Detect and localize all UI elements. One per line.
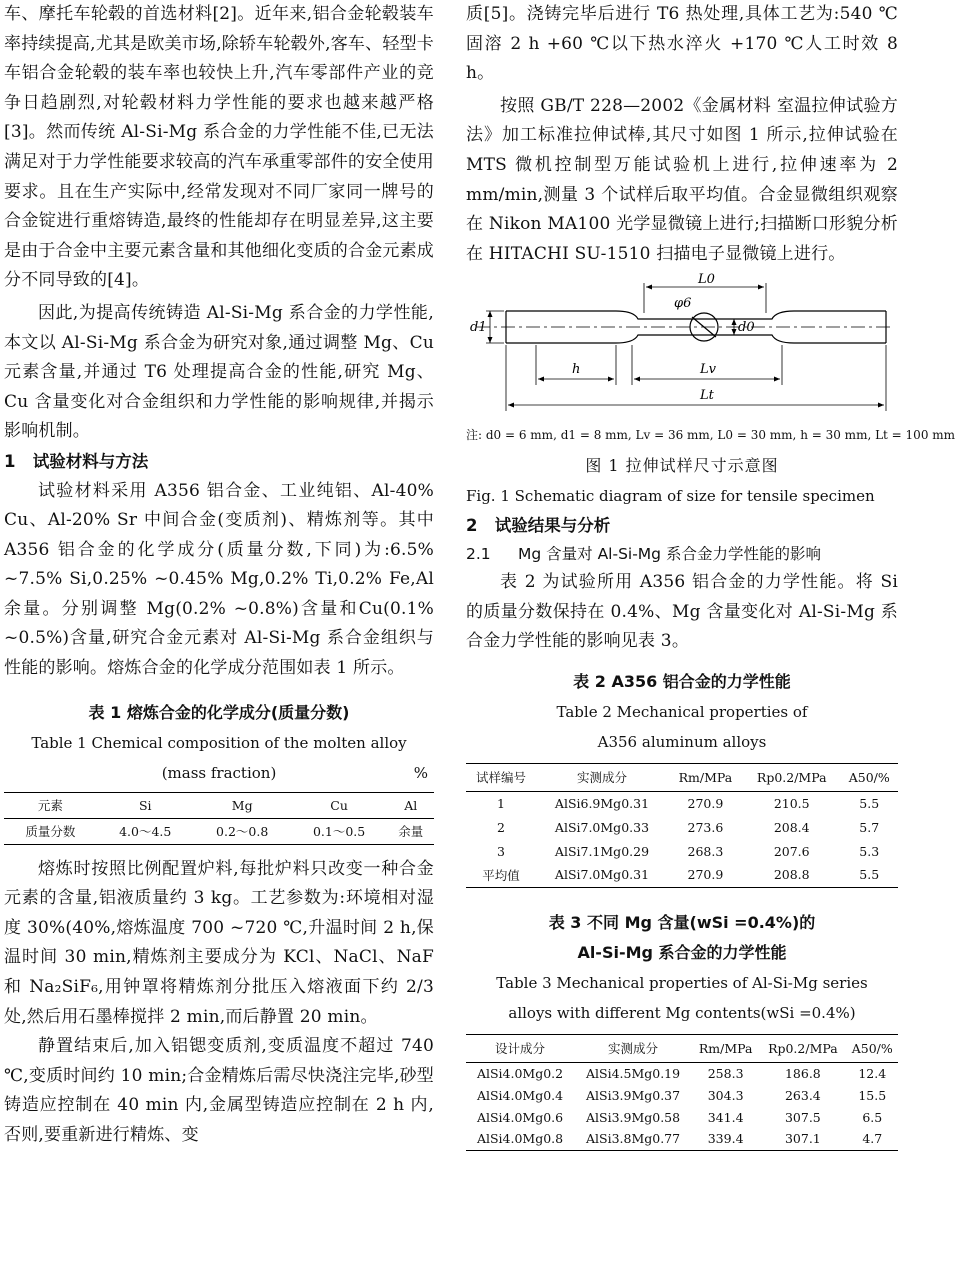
table-header: Cu xyxy=(330,797,348,813)
table-row: 平均值 AlSi7.0Mg0.31 270.9 208.8 5.5 xyxy=(466,863,898,887)
table-caption-en: Table 1 Chemical composition of the molten alloy xyxy=(31,733,407,752)
table-row: AlSi4.0Mg0.8 AlSi3.8Mg0.77 339.4 307.1 4.7 xyxy=(466,1128,898,1150)
specimen-diagram xyxy=(466,273,898,423)
table-caption: 表 1 熔炼合金的化学成分(质量分数) xyxy=(88,702,350,722)
table-header: Mg xyxy=(231,797,253,813)
paragraph: 因此,为提高传统铸造 Al-Si-Mg 系合金的力学性能,本文以 Al-Si-Mg 系合金为研究对象,通过调整 Mg、Cu 元素含量,并通过 T6 处理提高合金的性能,研究 Mg、Cu 含量变化对合金组织和力学性能的影响规律,并揭示影响机制。 xyxy=(4,302,434,442)
table-caption-en: Table 2 Mechanical properties of xyxy=(556,702,808,721)
table-1 xyxy=(4,698,434,845)
label-Lv: Lv xyxy=(700,362,716,378)
table-unit: % xyxy=(413,763,428,782)
label-phi: φ6 xyxy=(674,296,692,312)
label-d1: d1 xyxy=(470,320,487,336)
table-header: Si xyxy=(138,797,152,813)
figure-note: 注: d0 = 6 mm, d1 = 8 mm, Lv = 36 mm, L0 = 30 mm, h = 30 mm, Lt = 100 mm xyxy=(466,428,955,443)
table-caption: 表 2 A356 铝合金的力学性能 xyxy=(573,671,791,691)
composition-table xyxy=(4,792,434,845)
table-2 xyxy=(466,667,898,888)
section-heading: 2 试验结果与分析 xyxy=(466,516,611,536)
right-column xyxy=(466,0,955,1151)
paragraph: 按照 GB/T 228—2002《金属材料 室温拉伸试验方法》加工标准拉伸试棒,其尺寸如图 1 所示,拉伸试验在 MTS 微机控制型万能试验机上进行,拉伸速率为 2 mm/min,测量 3 个试样后取平均值。合金显微组织观察在 Nikon MA100 光学显微镜上进行;扫描断口形貌分析在 HITACHI SU-1510 扫描电子显微镜上进行。 xyxy=(466,95,898,264)
table-caption: 表 3 不同 Mg 含量(wSi =0.4%)的 xyxy=(548,912,816,932)
mechanical-properties-table: 试样编号 实测成分 Rm/MPa Rp0.2/MPa A50/% 1 AlSi6.9Mg0.31 270.9 210.5 5.5 2 AlSi7.0Mg0.33 273.6 208.4 5.7 3 AlSi7.1Mg0.29 268.3 207.6 5.3 平均值 AlSi7.0Mg0.31 270.9 208.8 5.5 xyxy=(466,763,898,888)
label-d0: d0 xyxy=(738,320,755,336)
table-row: AlSi4.0Mg0.2 AlSi4.5Mg0.19 258.3 186.8 12.4 xyxy=(476,1065,887,1081)
table-row: AlSi4.0Mg0.4 AlSi3.9Mg0.37 304.3 263.4 15.5 xyxy=(476,1087,887,1103)
figure-tensile-specimen xyxy=(466,273,898,423)
table-header: 元素 xyxy=(37,798,63,814)
paragraph: 质[5]。浇铸完毕后进行 T6 热处理,具体工艺为:540 ℃固溶 2 h +60 ℃以下热水淬火 +170 ℃人工时效 8 h。 xyxy=(466,4,898,84)
label-Lt: Lt xyxy=(700,388,714,404)
figure-caption: 图 1 拉伸试样尺寸示意图 xyxy=(585,456,779,476)
table-3 xyxy=(466,908,898,1151)
paragraph: 静置结束后,加入铝锶变质剂,变质温度不超过 740 ℃,变质时间约 10 min;合金精炼后需尽快浇注完毕,砂型铸造应控制在 40 min 内,金属型铸造应控制在 2 h 内,否则,要重新进行精炼、变 xyxy=(4,1036,434,1145)
table-caption-en: A356 aluminum alloys xyxy=(597,732,767,751)
table-row: 1 AlSi6.9Mg0.31 270.9 210.5 5.5 xyxy=(497,795,880,811)
section-heading: 1 试验材料与方法 xyxy=(4,451,149,471)
left-column xyxy=(4,0,434,1151)
mg-content-table: 设计成分 实测成分 Rm/MPa Rp0.2/MPa A50/% AlSi4.0Mg0.2 AlSi4.5Mg0.19 258.3 186.8 12.4 AlSi4.0Mg0.4 AlSi3.9Mg0.37 304.3 263.4 15.5 AlSi4.0Mg0.6 AlSi3.9Mg0.58 341.4 307.5 6.5 AlSi4.0Mg0.8 AlSi3.8Mg0.77 339.4 307.1 4.7 xyxy=(466,1034,898,1151)
paragraph: 试验材料采用 A356 铝合金、工业纯铝、Al-40% Cu、Al-20% Sr 中间合金(变质剂)、精炼剂等。其中 A356 铝合金的化学成分(质量分数,下同)为:6.5% ~7.5% Si,0.25% ~0.45% Mg,0.2% Ti,0.2% Fe,Al 余量。分别调整 Mg(0.2% ~0.8%)含量和Cu(0.1% ~0.5%)含量,研究合金元素对 Al-Si-Mg 系合金组织与性能的影响。熔炼合金的化学成分范围如表 1 所示。 xyxy=(4,480,434,679)
table-caption-en: alloys with different Mg contents(wSi =0.4%) xyxy=(508,1003,856,1022)
table-row: 2 AlSi7.0Mg0.33 273.6 208.4 5.7 xyxy=(497,819,880,835)
table-header: Al xyxy=(404,797,418,813)
table-caption-en: (mass fraction) xyxy=(161,763,277,782)
label-L0: L0 xyxy=(698,272,715,288)
label-h: h xyxy=(572,362,581,378)
subsection-heading: 2.1 Mg 含量对 Al-Si-Mg 系合金力学性能的影响 xyxy=(466,544,821,563)
paragraph: 表 2 为试验所用 A356 铝合金的力学性能。将 Si 的质量分数保持在 0.4%、Mg 含量变化对 Al-Si-Mg 系合金力学性能的影响见表 3。 xyxy=(466,571,898,652)
table-row: 质量分数 4.0～4.5 0.2～0.8 0.1～0.5 余量 xyxy=(4,818,434,844)
paragraph: 熔炼时按照比例配置炉料,每批炉料只改变一种合金元素的含量,铝液质量约 3 kg。工艺参数为:环境相对湿度 30%(40%,熔炼温度 700 ~720 ℃,升温时间 2 h,保温时间 30 min,精炼剂主要成分为 KCl、NaCl、NaF 和 Na₂SiF₆,用钟罩将精炼剂分批压入熔液面下约 2/3 处,然后用石墨棒搅拌 2 min,而后静置 20 min。 xyxy=(4,858,434,1027)
table-row: 3 AlSi7.1Mg0.29 268.3 207.6 5.3 xyxy=(497,843,880,859)
table-caption: Al-Si-Mg 系合金的力学性能 xyxy=(577,942,787,962)
table-caption-en: Table 3 Mechanical properties of Al-Si-Mg series xyxy=(496,973,868,992)
table-row: AlSi4.0Mg0.6 AlSi3.9Mg0.58 341.4 307.5 6.5 xyxy=(476,1109,883,1125)
figure-caption-en: Fig. 1 Schematic diagram of size for tensile specimen xyxy=(466,487,875,506)
paragraph: 车、摩托车轮毂的首选材料[2]。近年来,铝合金轮毂装车率持续提高,尤其是欧美市场,除轿车轮毂外,客车、轻型卡车铝合金轮毂的装车率也较快上升,汽车零部件产业的竞争日趋剧烈,对轮毂材料力学性能的要求也越来越严格[3]。然而传统 Al-Si-Mg 系合金的力学性能不佳,已无法满足对于力学性能要求较高的汽车承重零部件的安全使用要求。且在生产实际中,经常发现对不同厂家同一牌号的合金锭进行重熔铸造,最终的性能却存在明显差异,这主要是由于合金中主要元素含量和其他细化变质的合金元素成分不同导致的[4]。 xyxy=(4,4,434,291)
